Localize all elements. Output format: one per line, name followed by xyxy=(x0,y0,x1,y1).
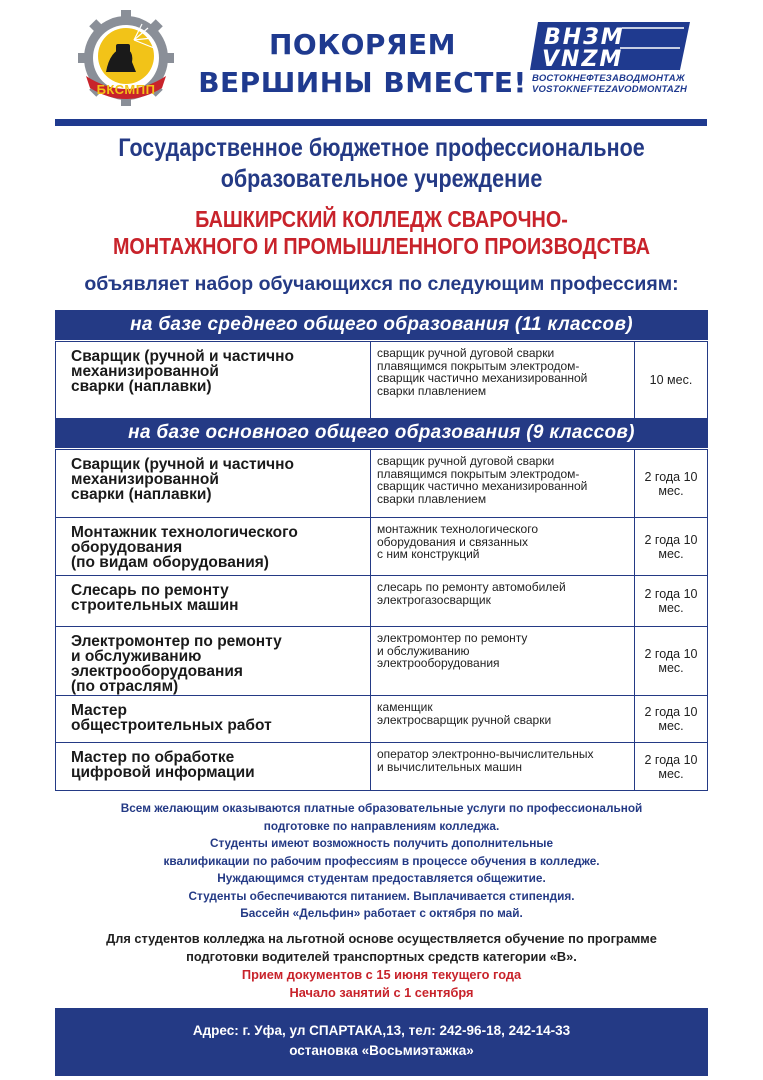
duration-cell: 2 года 10 мес. xyxy=(635,450,708,518)
college-line-1: БАШКИРСКИЙ КОЛЛЕДЖ СВАРОЧНО- xyxy=(195,206,568,232)
programs-table-9-grades xyxy=(55,449,708,791)
profession-line: Электромонтер по ремонту xyxy=(71,633,282,650)
qualification-line: с ним конструкций xyxy=(377,547,480,561)
qualification-line: сварщик ручной дуговой сварки xyxy=(377,454,555,468)
driver-training-note xyxy=(50,930,713,966)
profession-line: строительных машин xyxy=(71,597,239,614)
address-line: Адрес: г. Уфа, ул СПАРТАКА,13, тел: 242-96-18, 242-14-33 xyxy=(192,1023,571,1038)
qualification-cell xyxy=(371,627,635,696)
profession-line: Мастер xyxy=(71,702,128,719)
qualification-cell xyxy=(371,342,635,419)
table-row xyxy=(56,518,708,576)
note-line: Студенты имеют возможность получить дополнительные xyxy=(209,836,554,850)
table-row xyxy=(56,743,708,791)
vnzm-logo-icon xyxy=(530,22,692,72)
profession-line: механизированной xyxy=(71,471,219,488)
college-name xyxy=(88,206,675,260)
table-row xyxy=(56,450,708,518)
qualification-line: сварщик частично механизированной xyxy=(377,479,588,493)
svg-text:VNZM: VNZM xyxy=(542,47,624,72)
profession-line: цифровой информации xyxy=(71,764,255,781)
org-line-1: Государственное бюджетное профессиональное xyxy=(118,134,645,162)
qualification-line: электрооборудования xyxy=(377,656,500,670)
note-line: квалификации по рабочим профессиям в процессе обучения в колледже. xyxy=(163,853,600,868)
duration-cell: 2 года 10 мес. xyxy=(635,627,708,696)
transport-line: подготовки водителей транспортных средств категории «В». xyxy=(186,949,577,964)
profession-line: общестроительных работ xyxy=(71,717,272,734)
logo-text: БКСМПП xyxy=(96,82,156,97)
qualification-line: оборудования и связанных xyxy=(377,534,528,549)
admission-start: Прием документов с 15 июня текущего года xyxy=(241,967,522,982)
qualification-line: и вычислительных машин xyxy=(377,759,523,774)
organization-type xyxy=(88,133,675,195)
duration-cell: 2 года 10 мес. xyxy=(635,743,708,791)
profession-line: Монтажник технологического xyxy=(71,524,298,541)
svg-text:ВНЗМ: ВНЗМ xyxy=(544,25,625,50)
profession-cell xyxy=(56,518,371,576)
profession-cell xyxy=(56,696,371,743)
qualification-line: плавящимся покрытым электродом- xyxy=(377,358,580,373)
profession-line: Сварщик (ручной и частично xyxy=(71,348,295,365)
profession-line: сварки (наплавки) xyxy=(71,378,212,395)
college-logo xyxy=(76,10,176,110)
qualification-line: сварщик ручной дуговой сварки xyxy=(377,346,555,360)
qualification-line: электромонтер по ремонту xyxy=(377,631,528,645)
table-row xyxy=(56,627,708,696)
duration-cell: 2 года 10 мес. xyxy=(635,576,708,627)
qualification-line: и обслуживанию xyxy=(377,643,470,658)
duration-cell: 2 года 10 мес. xyxy=(635,518,708,576)
qualification-line: сварки плавлением xyxy=(377,491,487,506)
profession-line: (по видам оборудования) xyxy=(71,554,269,571)
profession-line: механизированной xyxy=(71,363,219,380)
qualification-cell xyxy=(371,743,635,791)
slogan-line-1: ПОКОРЯЕМ xyxy=(269,28,456,61)
slogan-line-2: ВЕРШИНЫ ВМЕСТЕ! xyxy=(198,66,527,99)
qualification-cell xyxy=(371,450,635,518)
profession-line: оборудования xyxy=(71,539,183,556)
benefits-notes xyxy=(50,800,713,923)
section-header-11-grades: на базе среднего общего образования (11 классов) xyxy=(55,310,708,340)
classes-start: Начало занятий с 1 сентября xyxy=(289,985,474,1000)
announcement: объявляет набор обучающихся по следующим профессиям: xyxy=(84,273,679,295)
transport-line: Для студентов колледжа на льготной основе осуществляется обучение по программе xyxy=(106,931,657,946)
qualification-line: электросварщик ручной сварки xyxy=(377,712,552,727)
profession-line: сварки (наплавки) xyxy=(71,486,212,503)
profession-line: Слесарь по ремонту xyxy=(71,582,229,599)
qualification-line: плавящимся покрытым электродом- xyxy=(377,466,580,481)
duration-cell: 2 года 10 мес. xyxy=(635,696,708,743)
note-line: Бассейн «Дельфин» работает с октября по май. xyxy=(240,906,523,920)
qualification-line: монтажник технологического xyxy=(377,522,538,536)
partner-caption-en: VOSTOKNEFTEZAVODMONTAZH xyxy=(532,84,688,95)
profession-line: (по отраслям) xyxy=(71,678,179,695)
qualification-line: слесарь по ремонту автомобилей xyxy=(377,580,566,594)
partner-caption-ru: ВОСТОКНЕФТЕЗАВОДМОНТАЖ xyxy=(532,73,685,84)
duration-cell: 10 мес. xyxy=(635,342,708,419)
qualification-line: сварки плавлением xyxy=(377,383,487,398)
qualification-line: сварщик частично механизированной xyxy=(377,371,588,385)
qualification-line: электрогазосварщик xyxy=(377,592,491,607)
org-line-2: образовательное учреждение xyxy=(220,165,543,193)
programs-table-11-grades xyxy=(55,341,708,419)
profession-cell xyxy=(56,450,371,518)
partner-logo xyxy=(530,22,700,112)
header-divider xyxy=(55,119,707,126)
profession-cell xyxy=(56,342,371,419)
profession-cell xyxy=(56,743,371,791)
note-line: Всем желающим оказываются платные образовательные услуги по профессиональной xyxy=(120,801,643,815)
admission-dates xyxy=(50,966,713,1002)
note-line: подготовке по направлениям колледжа. xyxy=(263,818,500,833)
profession-line: Сварщик (ручной и частично xyxy=(71,456,295,473)
qualification-cell xyxy=(371,518,635,576)
table-row xyxy=(56,696,708,743)
qualification-cell xyxy=(371,696,635,743)
profession-line: и обслуживанию xyxy=(71,648,202,665)
profession-line: Мастер по обработке xyxy=(71,749,235,766)
qualification-line: каменщик xyxy=(377,700,433,714)
profession-cell xyxy=(56,576,371,627)
bus-stop-line: остановка «Восьмиэтажка» xyxy=(289,1043,474,1058)
profession-line: электрооборудования xyxy=(71,663,243,680)
slogan xyxy=(190,26,535,102)
qualification-cell xyxy=(371,576,635,627)
note-line: Студенты обеспечиваются питанием. Выплачивается стипендия. xyxy=(188,888,575,903)
address-footer xyxy=(55,1008,708,1076)
qualification-line: оператор электронно-вычислительных xyxy=(377,747,594,761)
note-line: Нуждающимся студентам предоставляется общежитие. xyxy=(217,871,546,885)
profession-cell xyxy=(56,627,371,696)
table-row xyxy=(56,576,708,627)
section-header-9-grades: на базе основного общего образования (9 классов) xyxy=(55,418,708,448)
table-row xyxy=(56,342,708,419)
college-line-2: МОНТАЖНОГО И ПРОМЫШЛЕННОГО ПРОИЗВОДСТВА xyxy=(112,233,651,259)
